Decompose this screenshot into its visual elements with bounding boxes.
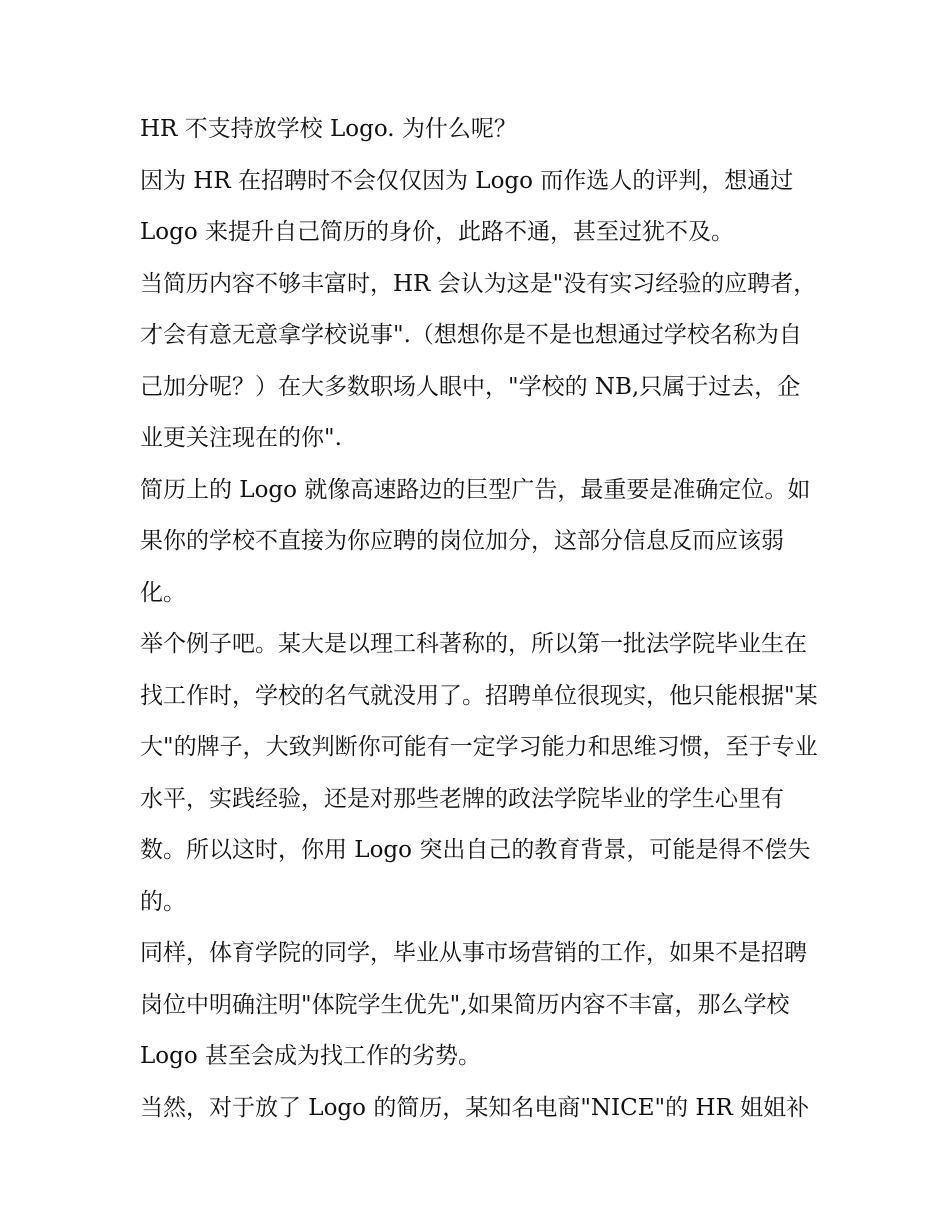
paragraph-example: 举个例子吧。某大是以理工科著称的，所以第一批法学院毕业生在找工作时，学校的名气就没用了。招聘单位很现实，他只能根据"某大"的牌子，大致判断你可能有一定学习能力和思维习惯，至于专业水平，实践经验，还是对那些老牌的政法学院毕业的学生心里有数。所以这时，你用 Logo 突出自己的教育背景，可能是得不偿失的。 bbox=[140, 631, 818, 915]
paragraph-positioning: 简历上的 Logo 就像高速路边的巨型广告，最重要是准确定位。如果你的学校不直接为你应聘的岗位加分，这部分信息反而应该弱化。 bbox=[140, 476, 811, 606]
paragraph-sports-college: 同样，体育学院的同学，毕业从事市场营销的工作，如果不是招聘岗位中明确注明"体院学生优先",如果简历内容不丰富，那么学校 Logo 甚至会成为找工作的劣势。 bbox=[140, 940, 807, 1069]
document-body bbox=[140, 104, 820, 1134]
paragraph-reason: 因为 HR 在招聘时不会仅仅因为 Logo 而作选人的评判，想通过 Logo 来提升自己简历的身价，此路不通，甚至过犹不及。 bbox=[140, 167, 794, 245]
paragraph-question: HR 不支持放学校 Logo. 为什么呢？ bbox=[140, 116, 517, 142]
paragraph-conclusion: 当然，对于放了 Logo 的简历，某知名电商"NICE"的 HR 姐姐补 bbox=[140, 1094, 810, 1121]
paragraph-hr-view: 当简历内容不够丰富时，HR 会认为这是"没有实习经验的应聘者，才会有意无意拿学校说事".（想想你是不是也想通过学校名称为自己加分呢？）在大多数职场人眼中，"学校的 NB,只属于过去，企业更关注现在的你". bbox=[140, 270, 817, 451]
